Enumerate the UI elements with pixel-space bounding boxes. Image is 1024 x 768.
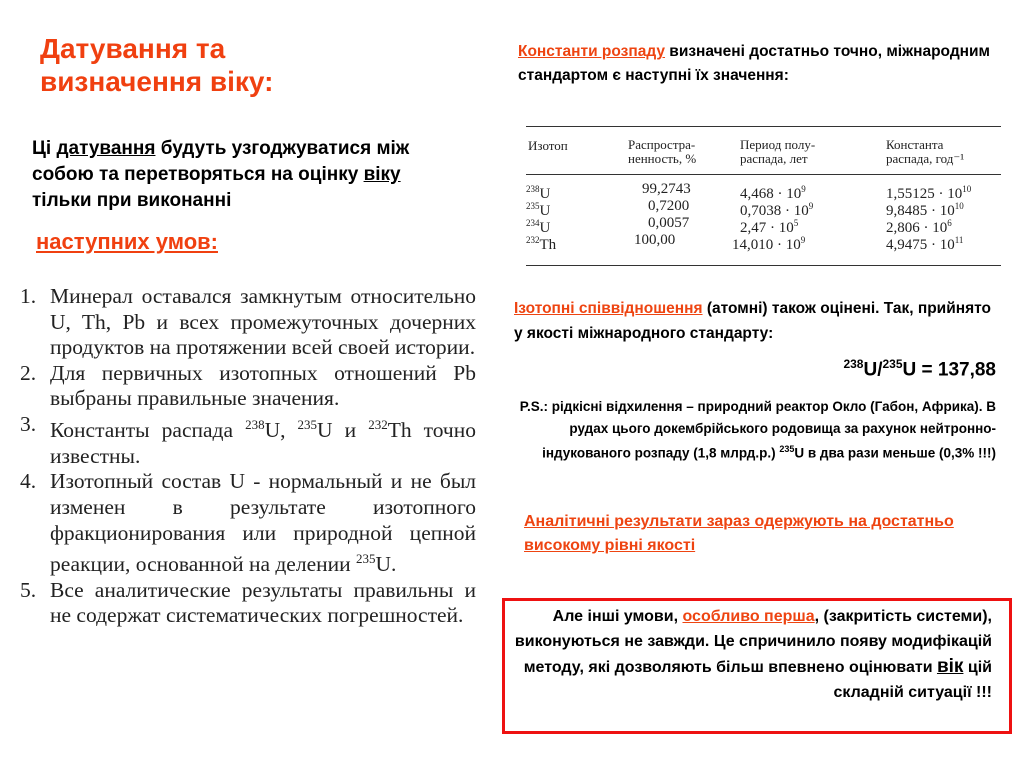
mass-number: 234 xyxy=(526,218,540,228)
mass-number: 238 xyxy=(526,184,540,194)
constant-exponent: 10 xyxy=(962,184,972,194)
conclusion-part: цій складній ситуації !!! xyxy=(833,659,992,701)
decay-constants-label: Константи розпаду xyxy=(518,43,665,60)
mass-number: 238 xyxy=(843,357,864,371)
list-item xyxy=(16,412,476,469)
list-number: 4. xyxy=(20,469,37,494)
list-item xyxy=(16,361,476,412)
list-text: Изотопный состав U - нормальный и не был изменен в результате изотопного фракционирования или природной цепной реакции, основанной на делении xyxy=(50,469,476,577)
ratio-part: U = 137,88 xyxy=(902,359,996,381)
mass-number: 235 xyxy=(356,551,376,567)
halflife-exponent: 9 xyxy=(808,201,814,211)
element: U xyxy=(539,220,551,236)
table-top-rule xyxy=(526,126,1001,127)
ratio-part: U/ xyxy=(863,359,883,381)
element: U xyxy=(539,186,551,202)
mass-number: 235 xyxy=(779,444,795,454)
list-text: Для первичных изотопных отношений Pb выбраны правильные значения. xyxy=(50,360,476,411)
constant-mantissa: 2,806 · 10 xyxy=(886,220,948,236)
table-header-halflife: Период полу- распада, лет xyxy=(740,137,816,166)
constant-exponent: 10 xyxy=(954,201,964,211)
abundance-cell: 100,00 xyxy=(634,232,676,248)
conclusion-age-word: вік xyxy=(936,656,964,677)
constant-mantissa: 1,55125 · 10 xyxy=(886,186,963,202)
abundance-cell: 99,2743 xyxy=(642,181,691,197)
list-number: 2. xyxy=(20,360,37,385)
halflife-exponent: 9 xyxy=(800,235,806,245)
conclusion-part: Але інші умови, xyxy=(552,608,683,625)
abundance-cell: 0,0057 xyxy=(648,215,690,231)
halflife-exponent: 5 xyxy=(793,218,799,228)
decay-constants-body: визначені достатньо точно, міжнародним стандартом є наступні їх значення: xyxy=(518,43,991,84)
list-text: U и xyxy=(317,418,369,443)
isotopic-ratios-text xyxy=(514,296,1000,346)
list-item xyxy=(16,469,476,578)
postscript-text: U в два рази меньше (0,3% !!!) xyxy=(794,445,996,461)
intro-link-age: віку xyxy=(363,164,401,185)
element: U xyxy=(539,203,551,219)
isotopic-ratios-label: Ізотопні співвідношення xyxy=(514,300,703,317)
mass-number: 232 xyxy=(526,235,540,245)
postscript-text: P.S.: рідкісні відхилення – природний реактор Окло (Габон, Африка). В рудах цього докембрійського родовища за рахунок нейтронно-індукованого розпаду (1,8 млрд.р.) xyxy=(519,399,996,461)
halflife-mantissa: 4,468 · 10 xyxy=(740,186,802,202)
constant-cell xyxy=(886,233,963,254)
page-title: Датування та визначення віку: xyxy=(40,33,274,97)
intro-condition: наступних умов: xyxy=(36,229,218,254)
table-header-rule xyxy=(526,174,1001,175)
mass-number: 235 xyxy=(297,416,318,432)
halflife-cell xyxy=(732,233,805,254)
list-item xyxy=(16,578,476,629)
isotopic-ratios-body: (атомні) також оцінені. Так, прийнято у якості міжнародного стандарту: xyxy=(514,300,991,342)
list-number: 1. xyxy=(20,284,37,308)
halflife-mantissa: 0,7038 · 10 xyxy=(740,203,809,219)
decay-table xyxy=(522,126,1005,267)
intro-link-dating: датування xyxy=(56,138,156,159)
table-header-abundance: Распростра- ненность, % xyxy=(628,137,697,166)
list-text: Константы распада xyxy=(50,418,246,443)
list-item xyxy=(16,284,476,361)
conclusion-emphasis: особливо перша xyxy=(682,608,815,625)
abundance-cell: 0,7200 xyxy=(648,198,690,214)
constant-exponent: 11 xyxy=(954,235,964,245)
constant-mantissa: 4,9475 · 10 xyxy=(886,237,955,253)
list-number: 5. xyxy=(20,577,37,602)
constant-exponent: 6 xyxy=(947,218,952,228)
conditions-list xyxy=(16,284,476,629)
list-text: Минерал оставался замкнутым относительно U, Th, Pb и всех промежуточных дочерних продуктов на протяжении всей своей истории. xyxy=(50,284,476,360)
postscript-oklo xyxy=(512,396,996,464)
analytical-results-text: Аналітичні результати зараз одержують на достатньо високому рівні якості xyxy=(524,513,954,554)
list-text: U, xyxy=(264,418,298,443)
list-text: Th точно известны. xyxy=(50,418,476,468)
mass-number: 235 xyxy=(882,357,903,371)
table-row xyxy=(526,233,556,254)
constant-mantissa: 9,8485 · 10 xyxy=(886,203,955,219)
intro-part3: тільки при виконанні xyxy=(32,190,232,211)
conclusion-text xyxy=(512,604,992,705)
uranium-ratio xyxy=(700,357,996,381)
list-text: Все аналитические результаты правильны и не содержат систематических погрешностей. xyxy=(50,577,476,628)
conclusion-part: , (закритість системи), виконуються не завжди. Це спричинило появу модифікацій методу, які дозволяють більш впевнено оцінювати xyxy=(514,608,992,676)
halflife-exponent: 9 xyxy=(801,184,806,194)
decay-constants-text xyxy=(518,40,998,88)
list-number: 3. xyxy=(20,411,37,436)
mass-number: 235 xyxy=(526,201,540,211)
element: Th xyxy=(539,237,557,253)
halflife-mantissa: 2,47 · 10 xyxy=(740,220,794,236)
table-header-constant: Константа распада, год⁻¹ xyxy=(886,137,965,166)
list-text: U. xyxy=(375,552,397,577)
mass-number: 238 xyxy=(245,416,265,432)
intro-text xyxy=(32,136,452,214)
halflife-mantissa: 14,010 · 10 xyxy=(732,237,801,253)
intro-part1: Ці xyxy=(32,138,57,159)
intro-part2: будуть узгоджуватися між собою та перетворяться на оцінку xyxy=(32,138,410,185)
mass-number: 232 xyxy=(368,416,388,432)
table-bottom-rule xyxy=(526,265,1001,266)
table-header-isotope: Изотоп xyxy=(528,138,568,153)
